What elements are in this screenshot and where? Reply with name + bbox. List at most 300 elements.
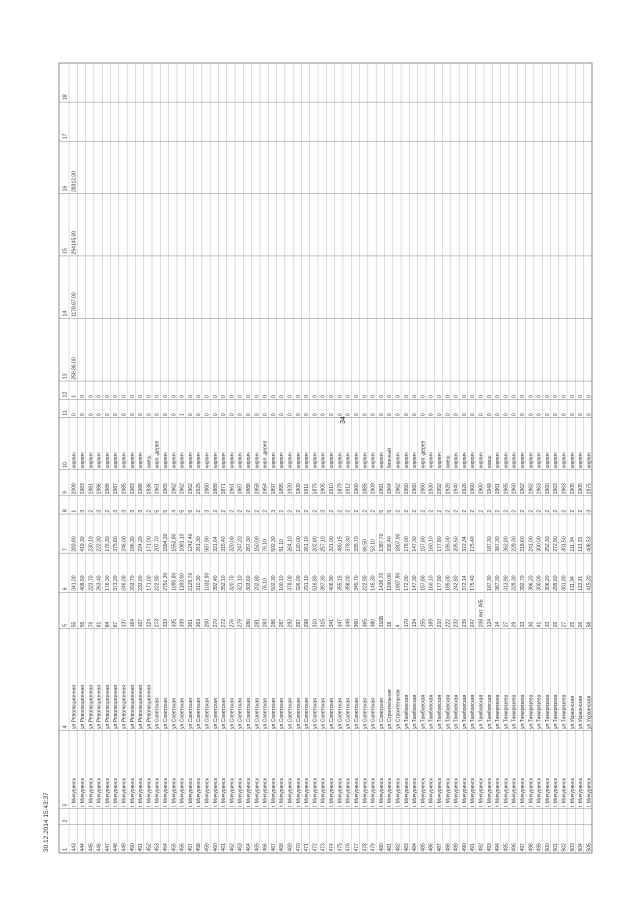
table-cell: г. Мичуринск (262, 778, 269, 808)
table-cell: г. Мичуринск (536, 778, 543, 808)
table-cell: 396,20 (528, 575, 535, 591)
table-row (487, 395, 493, 852)
table-cell: 443 (71, 843, 78, 852)
table-cell: г. Мичуринск (254, 778, 261, 808)
table-cell: ул.Революционная (146, 684, 153, 729)
table-cell: 4 (171, 509, 178, 513)
table-cell: 0 (196, 395, 203, 398)
table-cell: кирпич (171, 452, 178, 469)
table-row (130, 395, 136, 852)
table-cell: 2 (353, 509, 360, 513)
table-cell: кирпич (129, 452, 136, 469)
table-cell: 1965 (503, 483, 510, 495)
table-row (503, 395, 509, 852)
table-cell: ул.Советская (329, 698, 336, 729)
table-cell: 502,30 (270, 536, 277, 552)
table-cell: 1889 (212, 483, 219, 495)
table-row (254, 395, 260, 852)
table-cell: ул.Тамбовская (412, 694, 419, 729)
table-row (304, 395, 310, 852)
table-cell: 2 (104, 509, 111, 513)
table-cell: 26 (553, 621, 560, 628)
table-cell: 0 (312, 413, 319, 417)
table-row (163, 395, 169, 852)
table-cell: 1961 (495, 483, 502, 495)
table-cell: г. Мичуринск (395, 778, 402, 808)
table-cell: 1905 (320, 483, 327, 495)
table-row (437, 395, 443, 852)
table-cell: 504 (578, 843, 585, 852)
table-cell: 488 (445, 843, 452, 852)
table-cell: 1962 (519, 483, 526, 495)
table-cell: 0 (279, 413, 286, 417)
table-cell: 2009 (71, 483, 78, 495)
table-cell: 321,10 (237, 575, 244, 591)
table-cell: 0 (470, 395, 477, 398)
table-cell: 299,60 (553, 575, 560, 591)
table-cell: 455 (171, 843, 178, 852)
table-cell: 160,10 (428, 536, 435, 552)
table-cell: 0 (370, 395, 377, 398)
table-cell: 0 (544, 395, 551, 398)
table-cell: 1552,80 (171, 533, 178, 552)
table-cell: 0 (163, 395, 170, 398)
table-cell: 222 (445, 618, 452, 628)
table-row (97, 395, 103, 852)
table-cell: 2 (478, 509, 485, 513)
table-cell: 155 (420, 618, 427, 628)
table-cell: 28312,00 (71, 171, 78, 192)
table-cell: 0 (345, 413, 352, 417)
table-cell: г. Мичуринск (586, 778, 593, 808)
table-cell: 5 (179, 509, 186, 513)
table-cell: 0 (578, 395, 585, 398)
table-cell: 1930 (428, 483, 435, 495)
table-cell: 352,10 (221, 575, 228, 591)
table-cell: 1965 (163, 483, 170, 495)
table-cell: 2 (279, 509, 286, 513)
table-cell: 300,00 (536, 575, 543, 591)
table-cell: 450 (129, 843, 136, 852)
table-cell: 1911 (304, 483, 311, 495)
table-cell: ул.Тимирязева (519, 694, 526, 729)
table-cell: 1895 (279, 483, 286, 495)
table-cell: 378,30 (345, 536, 352, 552)
table-cell: 291,10 (304, 575, 311, 591)
table-row (263, 395, 269, 852)
table-cell: 1183,60 (179, 573, 186, 591)
table-row (155, 395, 161, 852)
table-cell: 0 (212, 413, 219, 417)
table-cell: 2 (287, 509, 294, 513)
table-cell: кирпич (428, 452, 435, 469)
table-cell: 25 (569, 621, 576, 628)
table-cell: 2 (412, 509, 419, 513)
table-cell: 187,30 (486, 536, 493, 552)
table-cell: 349 (345, 618, 352, 628)
table-cell: ул.Советская (196, 698, 203, 729)
table-row (205, 395, 211, 852)
table-cell: 0 (486, 413, 493, 417)
table-cell: 3 (586, 509, 593, 513)
table-cell: ул.Тимирязева (544, 694, 551, 729)
table-cell: г. Мичуринск (569, 778, 576, 808)
table-cell: ул.Тимирязева (536, 694, 543, 729)
table-cell: 479 (370, 843, 377, 852)
table-cell: 230,10 (88, 536, 95, 552)
table-cell: 1960 (204, 483, 211, 495)
table-cell: 5 (378, 509, 385, 513)
table-cell: кирпич (353, 452, 360, 469)
table-cell: 2 (536, 509, 543, 513)
table-cell: 0 (345, 395, 352, 398)
table-cell: 1900 (478, 483, 485, 495)
table-cell: 2 (519, 509, 526, 513)
table-cell: 502 (561, 843, 568, 852)
table-cell: 5 (387, 509, 394, 513)
table-cell: ул.Революционная (104, 684, 111, 729)
table-cell: 0 (287, 413, 294, 417)
table-cell: 55 (80, 621, 87, 628)
table-cell: 177,80 (436, 575, 443, 591)
table-cell: 1987 (113, 483, 120, 495)
table-cell: 252,30 (544, 536, 551, 552)
table-cell: 247,20 (237, 536, 244, 552)
table-cell: ул.Украинская (586, 695, 593, 729)
table-row (495, 395, 501, 852)
table-cell: 157,80 (420, 536, 427, 552)
table-cell: 0 (304, 413, 311, 417)
table-cell: 1929 (445, 483, 452, 495)
table-cell: кирпич (412, 452, 419, 469)
table-cell: 2 (262, 509, 269, 513)
table-cell: 185,00 (445, 575, 452, 591)
table-row (105, 395, 111, 852)
table-cell: 100,10 (279, 575, 286, 591)
table-cell: г. Мичуринск (353, 778, 360, 808)
table-cell: 1960 (544, 483, 551, 495)
table-cell: 0 (171, 395, 178, 398)
table-row (88, 395, 94, 852)
table-cell: 169 (428, 618, 435, 628)
table-cell: 113,31 (578, 575, 585, 591)
table-cell: г. Мичуринск (387, 778, 394, 808)
column-number: 12 (62, 391, 69, 398)
table-cell: 0 (320, 395, 327, 398)
table-cell: 111,34 (569, 537, 576, 552)
table-cell: кирпич (478, 452, 485, 469)
table-cell: 0 (378, 413, 385, 417)
table-cell: 487 (436, 843, 443, 852)
table-cell: 1912 (345, 483, 352, 495)
table-cell: 1960 (511, 483, 518, 495)
table-cell: ул.Революционная (80, 684, 87, 729)
table-cell: 222,90 (154, 575, 161, 591)
table-cell: 392,70 (519, 575, 526, 591)
table-cell: 3 (204, 509, 211, 513)
table-cell: 3 (320, 509, 327, 513)
table-cell: 339 (179, 618, 186, 628)
table-cell: 1975 (586, 483, 593, 495)
table-cell: ул.Тимирязева (553, 694, 560, 729)
table-cell: 361 (187, 618, 194, 628)
table-cell: 0 (221, 413, 228, 417)
table-cell: 3 (270, 509, 277, 513)
table-cell: 493 (486, 843, 493, 852)
table-cell: кирпич (370, 452, 377, 469)
table-cell: ул.Советская (353, 698, 360, 729)
table-cell: 313,90 (503, 575, 510, 591)
table-cell: 267,30 (246, 536, 253, 552)
table-cell: 363 (196, 618, 203, 628)
table-cell: ул.Украинская (578, 695, 585, 729)
table-cell: 0 (395, 395, 402, 398)
table-cell: кирпич (254, 452, 261, 469)
table-cell: 335,70 (353, 536, 360, 552)
table-cell: 134 (412, 618, 419, 628)
table-cell: 264,10 (287, 536, 294, 552)
table-cell: кирпич (362, 452, 369, 469)
table-cell: кирпич (179, 452, 186, 469)
table-cell: 2 (436, 509, 443, 513)
table-cell: 2 (304, 509, 311, 513)
table-cell: 0 (287, 395, 294, 398)
table-cell: 0 (163, 413, 170, 417)
table-cell: 30 (528, 621, 535, 628)
table-cell: кирпич (121, 452, 128, 469)
table-cell: ул.Советская (229, 698, 236, 729)
table-cell: 0 (320, 413, 327, 417)
table-cell: 0 (204, 395, 211, 398)
table-cell: кирпич (586, 452, 593, 469)
table-cell: 2 (495, 509, 502, 513)
table-cell: кирпич (511, 452, 518, 469)
table-cell: кирпич (536, 452, 543, 469)
table-cell: 137 (121, 618, 128, 628)
table-cell: 0 (470, 413, 477, 417)
table-cell: 208 лит. А/Б (478, 599, 485, 628)
table-cell: 1981 (88, 483, 95, 495)
table-cell: 147,30 (412, 575, 419, 591)
table-cell: 476 (345, 843, 352, 852)
table-cell: ул.Советская (370, 698, 377, 729)
table-cell: 207,70 (154, 536, 161, 552)
table-cell: 2 (528, 509, 535, 513)
table-cell: кирпич (229, 452, 236, 469)
table-cell: ул.Советская (179, 698, 186, 729)
table-cell: 0 (204, 413, 211, 417)
table-cell: 0 (362, 395, 369, 398)
table-cell: 0 (221, 395, 228, 398)
table-cell: 2 (312, 509, 319, 513)
table-cell: 463 (237, 843, 244, 852)
table-cell: ул.Советская (221, 698, 228, 729)
table-cell: 241,00 (528, 536, 535, 552)
table-cell: 1905 (578, 483, 585, 495)
table-cell: 26 (578, 621, 585, 628)
table-cell: 0 (146, 413, 153, 417)
table-cell: 1871 (221, 483, 228, 495)
table-cell: 2 (329, 509, 336, 513)
table-cell: 0 (403, 413, 410, 417)
table-cell: 0 (229, 395, 236, 398)
table-cell: г. Мичуринск (146, 778, 153, 808)
table-cell: 200 (204, 618, 211, 628)
table-cell: 273 (154, 618, 161, 628)
table-cell: 246,00 (121, 575, 128, 591)
table-cell: 0 (196, 413, 203, 417)
table-cell: 0 (337, 413, 344, 417)
table-cell: 453 (154, 843, 161, 852)
table-row (586, 395, 592, 852)
table-cell: 0 (528, 413, 535, 417)
table-cell: 1926 (461, 483, 468, 495)
table-cell: 270 (212, 618, 219, 628)
table-cell: 111,34 (569, 576, 576, 591)
table-row (371, 395, 377, 852)
table-cell: ул.Советская (295, 698, 302, 729)
table-cell: 492 (478, 843, 485, 852)
table-cell: кирпич (378, 452, 385, 469)
table-cell: 0 (495, 413, 502, 417)
table-cell: г. Мичуринск (196, 778, 203, 808)
table-cell: 186,30 (129, 536, 136, 552)
table-cell: 0 (511, 413, 518, 417)
table-cell: 489 (453, 843, 460, 852)
table-cell: 0 (353, 413, 360, 417)
table-cell: кирпич (453, 452, 460, 469)
table-row (578, 395, 584, 852)
table-cell: 0 (412, 395, 419, 398)
table-cell: 320,00 (229, 536, 236, 552)
table-cell: кирпич (528, 452, 535, 469)
table-cell: 502,30 (270, 575, 277, 591)
table-cell: 2 (196, 509, 203, 513)
table-cell: 505 (586, 843, 593, 852)
table-cell: 279 (237, 618, 244, 628)
column-number: 11 (62, 410, 69, 416)
table-cell: 0 (478, 413, 485, 417)
table-cell: 286 (270, 618, 277, 628)
table-cell: 0 (329, 413, 336, 417)
table-cell: 408,53 (586, 536, 593, 552)
table-cell: ул.Революционная (138, 684, 145, 729)
table-cell: 0 (121, 413, 128, 417)
table-cell: 469 (287, 843, 294, 852)
table-cell: 1807,90 (395, 572, 402, 591)
table-cell: ул.Советская (320, 698, 327, 729)
table-cell: 460 (212, 843, 219, 852)
table-cell: 480 (378, 843, 385, 852)
table-cell: кирпич (279, 452, 286, 469)
table-cell: 360 (353, 618, 360, 628)
table-cell: 0 (212, 395, 219, 398)
table-cell: 2125,70 (187, 572, 194, 591)
table-row (429, 395, 435, 852)
table-cell: 0 (138, 413, 145, 417)
table-cell: 147,30 (412, 536, 419, 552)
table-row (296, 395, 302, 852)
table-cell: 229,30 (511, 536, 518, 552)
table-cell: 239 (461, 618, 468, 628)
table-cell: 0 (237, 395, 244, 398)
table-cell: 468 (279, 843, 286, 852)
table-cell: 2 (470, 509, 477, 513)
table-cell: 1081,10 (179, 533, 186, 552)
table-cell: 0 (179, 395, 186, 398)
table-row (229, 395, 235, 852)
column-number: 8 (62, 509, 69, 513)
table-cell: 145,30 (370, 575, 377, 591)
table-cell: ул.Советская (345, 698, 352, 729)
table-cell: 0 (503, 395, 510, 398)
table-cell: ул.Революционная (88, 684, 95, 729)
table-cell: 2 (362, 509, 369, 513)
table-cell: г. Мичуринск (495, 778, 502, 808)
table-cell: 0 (569, 395, 576, 398)
table-cell: 451 (138, 843, 145, 852)
column-number: 5 (62, 623, 69, 627)
column-number: 10 (62, 461, 69, 468)
table-cell: 1963 (561, 483, 568, 495)
table-cell: 406,90 (329, 575, 336, 591)
table-row (404, 395, 410, 852)
table-cell: 380 (370, 618, 377, 628)
table-cell: 2 (212, 509, 219, 513)
table-cell: 1983 (80, 483, 87, 495)
table-row (337, 395, 343, 852)
table-cell: 0 (387, 395, 394, 398)
table-cell: 281 (254, 618, 261, 628)
table-cell: 272 (221, 618, 228, 628)
table-row (470, 395, 476, 852)
table-row (138, 395, 144, 852)
table-cell: 452 (146, 843, 153, 852)
table-cell: 0 (578, 413, 585, 417)
table-cell: 1988 (104, 483, 111, 495)
table-cell: 176,30 (104, 536, 111, 552)
table-cell: 1962 (179, 483, 186, 495)
table-cell: 474 (329, 843, 336, 852)
table-cell: 397,30 (320, 575, 327, 591)
table-cell: 0 (436, 413, 443, 417)
table-cell: 0 (312, 395, 319, 398)
table-row (329, 395, 335, 852)
table-cell: ул.Революционная (71, 684, 78, 729)
table-cell: г. Мичуринск (412, 778, 419, 808)
table-cell: 1950 (403, 483, 410, 495)
table-cell: 0 (561, 395, 568, 398)
table-cell: 0 (88, 395, 95, 398)
table-cell: г. Мичуринск (287, 778, 294, 808)
table-cell: 475 (337, 843, 344, 852)
table-cell: 3 (129, 509, 136, 513)
table-cell: 298 (304, 618, 311, 628)
table-cell: г. Мичуринск (88, 778, 95, 808)
table-cell: г. Мичуринск (229, 778, 236, 808)
table-cell: 0 (229, 413, 236, 417)
table-cell: 33 (544, 621, 551, 628)
table-cell: 1807,90 (395, 533, 402, 552)
table-cell: 167 (138, 618, 145, 628)
table-cell: 124 (146, 618, 153, 628)
table-cell: 172,00 (403, 575, 410, 591)
table-cell: 1963 (536, 483, 543, 495)
table-row (379, 395, 385, 852)
table-row (113, 395, 119, 852)
table-cell: кирпич (71, 452, 78, 469)
table-cell: 362,80 (503, 536, 510, 552)
